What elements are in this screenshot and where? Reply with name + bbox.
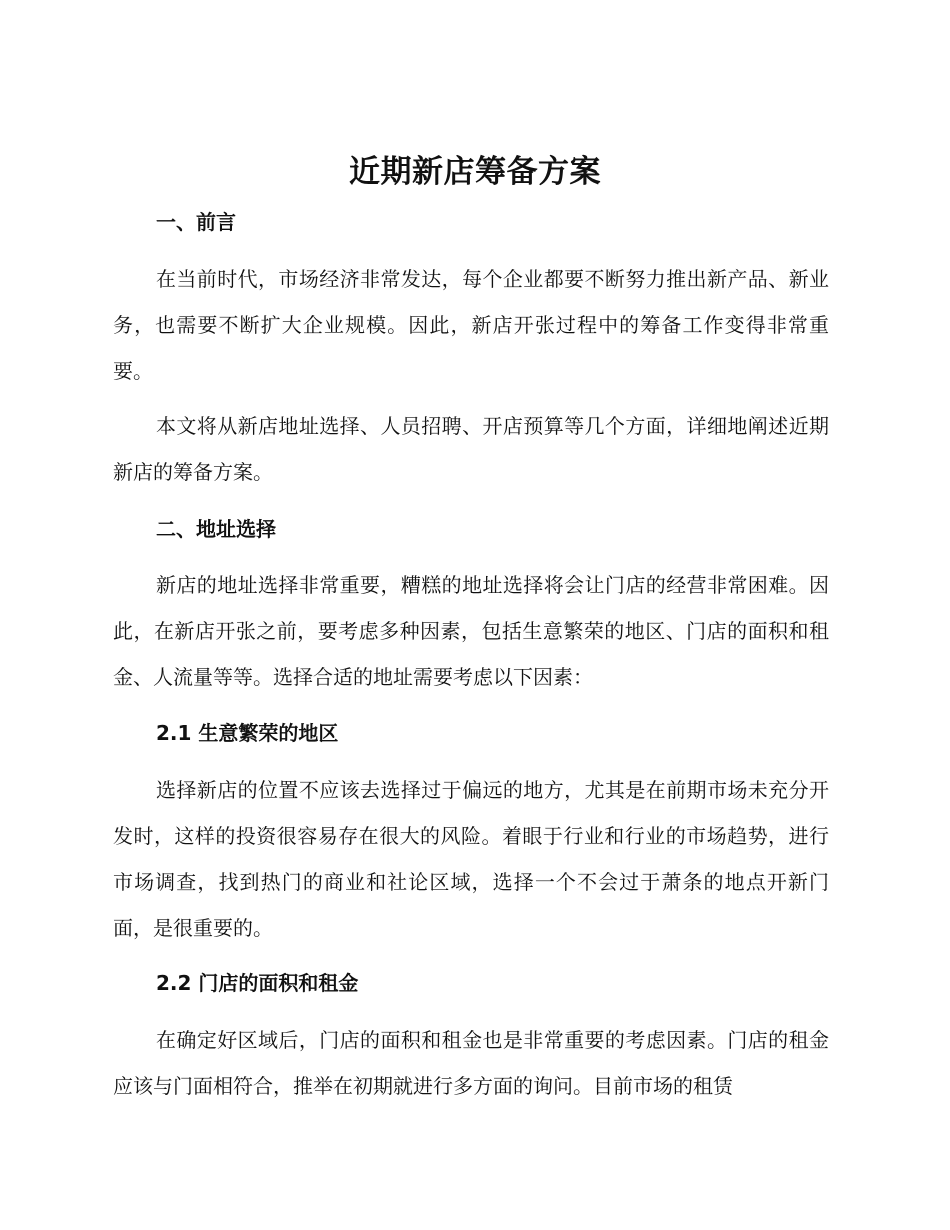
- section-heading-preface: 一、前言: [156, 210, 236, 234]
- section-heading-2-1: 2.1 生意繁荣的地区: [156, 721, 339, 745]
- paragraph-2-1: 选择新店的位置不应该去选择过于偏远的地方，尤其是在前期市场未充分开发时，这样的投资很容易存在很大的风险。着眼于行业和行业的市场趋势，进行市场调查，找到热门的商业和社论区域，选择一个不会过于萧条的地点开新门面，是很重要的。: [113, 778, 829, 940]
- document-title: 近期新店筹备方案: [349, 154, 601, 190]
- paragraph-2-2: 在确定好区域后，门店的面积和租金也是非常重要的考虑因素。门店的租金应该与门面相符合，推举在初期就进行多方面的询问。目前市场的租赁: [113, 1028, 829, 1098]
- section-heading-2-2: 2.2 门店的面积和租金: [156, 971, 359, 995]
- section-heading-address-selection: 二、地址选择: [156, 517, 276, 541]
- paragraph-preface-2: 本文将从新店地址选择、人员招聘、开店预算等几个方面，详细地阐述近期新店的筹备方案。: [113, 414, 829, 484]
- paragraph-preface-1: 在当前时代，市场经济非常发达，每个企业都要不断努力推出新产品、新业务，也需要不断扩大企业规模。因此，新店开张过程中的筹备工作变得非常重要。: [113, 267, 829, 383]
- paragraph-address-selection: 新店的地址选择非常重要，糟糕的地址选择将会让门店的经营非常困难。因此，在新店开张之前，要考虑多种因素，包括生意繁荣的地区、门店的面积和租金、人流量等等。选择合适的地址需要考虑以下因素：: [113, 573, 829, 689]
